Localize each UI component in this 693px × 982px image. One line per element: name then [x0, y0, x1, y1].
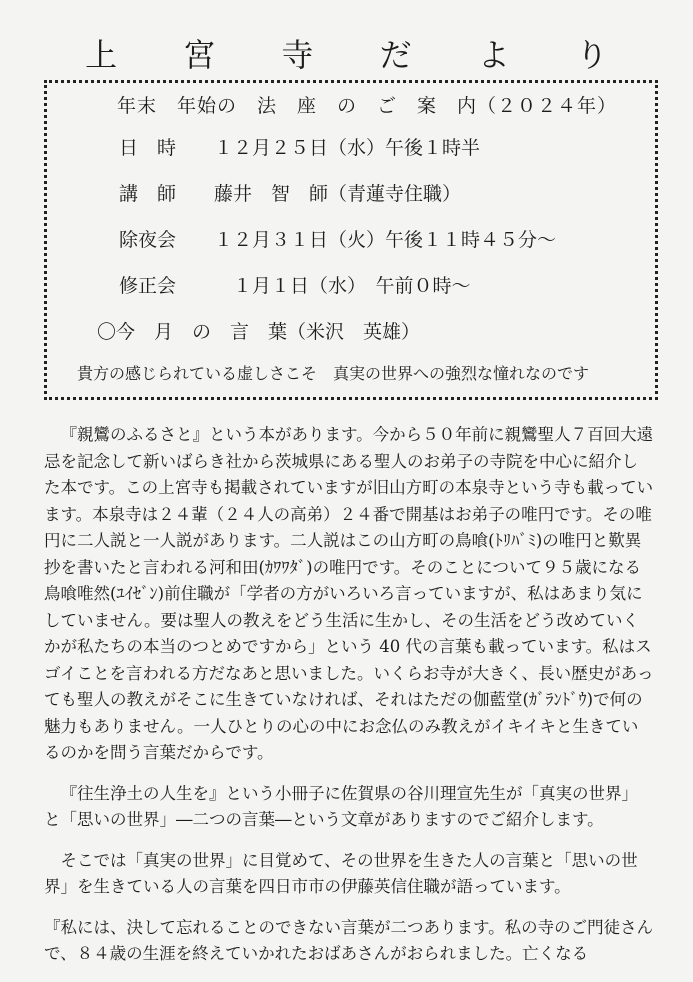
schedule-row-shushoe: [119, 271, 471, 298]
row-value: １２月２５日（水）午後１時半: [214, 137, 481, 159]
schedule-row-lecturer: [119, 179, 461, 206]
row-label: 講 師: [119, 183, 177, 205]
newsletter-title: 上 宮 寺 だ よ り: [85, 36, 636, 74]
row-label: 除夜会: [119, 229, 177, 251]
words-of-month-heading: 〇今 月 の 言 葉（米沢 英雄）: [97, 321, 421, 343]
article-body: [44, 422, 654, 982]
article-paragraph: 『私には、決して忘れることのできない言葉が二つあります。私の寺のご門徒さんで、８４歳の生涯を終えていかれたおばあさんがおられました。亡くなる: [44, 917, 654, 963]
row-label: 日 時: [119, 137, 177, 159]
article-paragraph: そこでは「真実の世界」に目覚めて、その世界を生きた人の言葉と「思いの世界」を生きている人の言葉を四日市市の伊藤英信住職が語っています。: [44, 850, 638, 896]
announcement-heading: 年末 年始の 法 座 の ご 案 内（２０２４年）: [117, 95, 618, 117]
article-paragraph: 『親鸞のふるさと』という本があります。今から５０年前に親鸞聖人７百回大遠忌を記念して新いばらき社から茨城県にある聖人のお弟子の寺院を中心に紹介した本です。この上宮寺も掲載されていますが旧山方町の本泉寺という寺も載っています。本泉寺は２４輩（２４人の高弟）２４番で開基はお弟子の唯円です。その唯円に二人説と一人説があります。二人説はこの山方町の鳥喰(ﾄﾘﾊﾞﾐ)の唯円と歎異抄を書いたと言われる河和田(ｶﾜﾜﾀﾞ)の唯円です。そのことについて９５歳になる鳥喰唯然(ﾕｲｾﾞﾝ)前住職が「学者の方がいろいろ言っていますが、私はあまり気にしていません。要は聖人の教えをどう生活に生かし、その生活をどう改めていくかが私たちの本当のつとめですから」という 40 代の言葉も載っています。私はスゴイことを言われる方だなあと思いました。いくらお寺が大きく、長い歴史があっても聖人の教えがそこに生きていなければ、それはただの伽藍堂(ｶﾞﾗﾝﾄﾞｳ)で何の魅力もありません。一人ひとりの心の中にお念仏のみ教えがイキイキと生きているのかを問う言葉だからです。: [44, 425, 654, 762]
schedule-row-joyae: [119, 225, 556, 252]
schedule-row-date: [119, 133, 480, 160]
row-value: １２月３１日（火）午後１１時４５分～: [214, 229, 557, 251]
row-label: 修正会: [119, 275, 177, 297]
announcement-box: [44, 80, 658, 400]
row-value: 藤井 智 師（青蓮寺住職）: [214, 183, 462, 205]
words-of-month-quote: 貴方の感じられている虚しさこそ 真実の世界への強烈な憧れなのです: [77, 364, 590, 383]
row-value: １月１日（水） 午前０時～: [214, 275, 471, 297]
article-paragraph: 『往生浄土の人生を』という小冊子に佐賀県の谷川理宣先生が「真実の世界」と「思いの世界」―二つの言葉―という文章がありますのでご紹介します。: [44, 783, 638, 829]
